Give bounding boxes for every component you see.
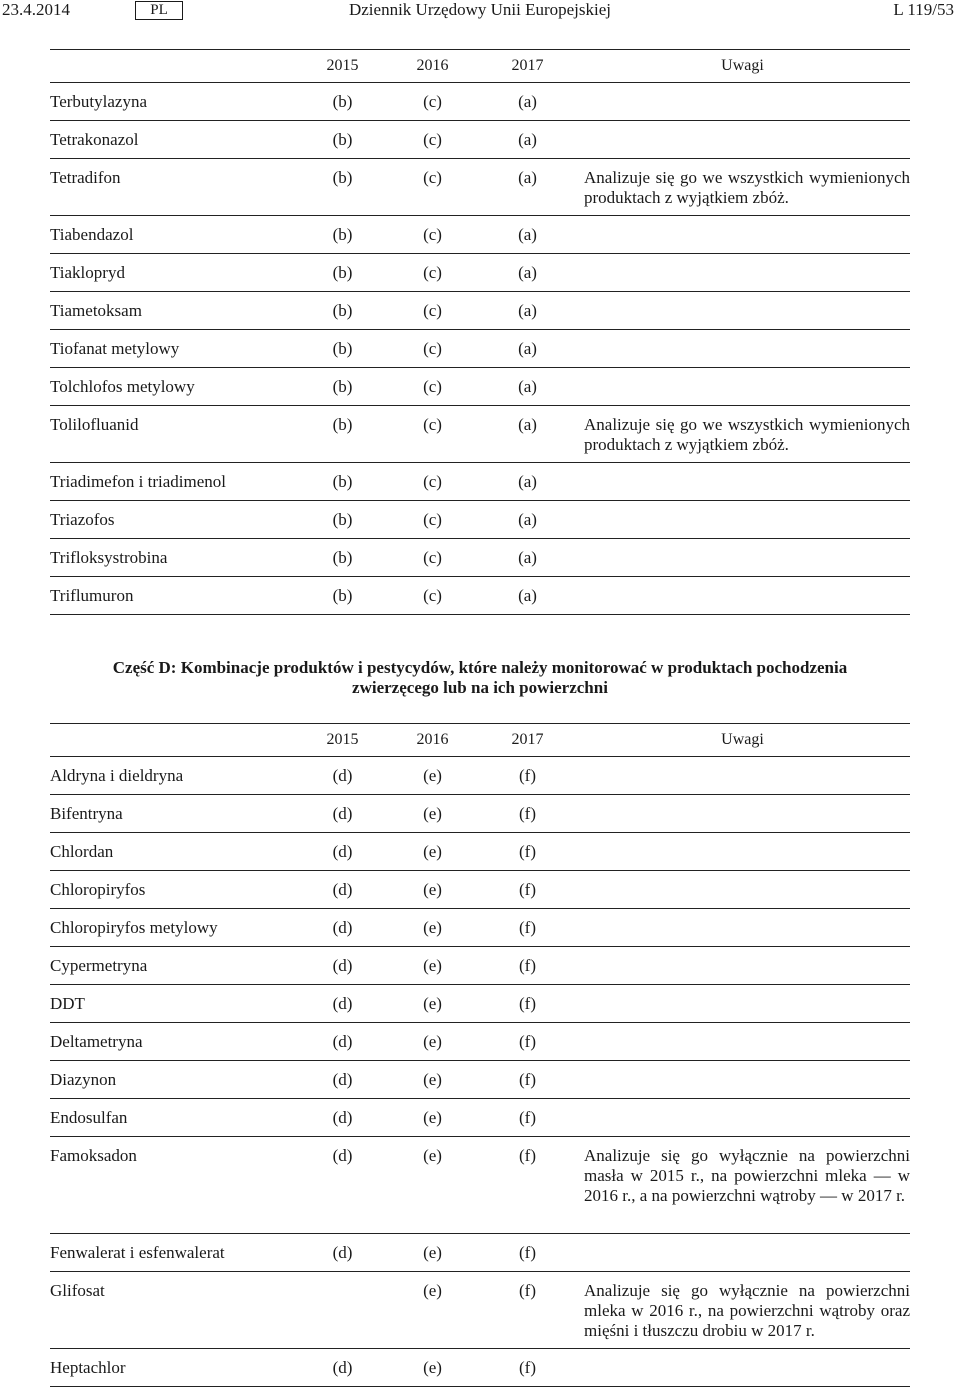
table-row	[50, 1061, 910, 1099]
value-2017: (f)	[480, 985, 575, 1023]
value-2016: (e)	[385, 1272, 480, 1349]
table-row	[50, 909, 910, 947]
table-row	[50, 1023, 910, 1061]
value-2016: (e)	[385, 985, 480, 1023]
table-row	[50, 159, 910, 216]
note	[575, 1349, 910, 1387]
substance-name: Tiaklopryd	[50, 254, 300, 292]
substance-name: Heptachlor	[50, 1349, 300, 1387]
table-row	[50, 216, 910, 254]
table-row	[50, 795, 910, 833]
value-2017: (f)	[480, 757, 575, 795]
section-d-title: Część D: Kombinacje produktów i pestycydów, które należy monitorować w produktach pochodzenia zwierzęcego lub na ich powierzchni	[112, 658, 848, 697]
value-2015: (b)	[300, 83, 385, 121]
note	[575, 330, 910, 368]
value-2017: (f)	[480, 1137, 575, 1234]
substance-name: Tetrakonazol	[50, 121, 300, 159]
column-header-name	[50, 50, 300, 83]
value-2017: (f)	[480, 871, 575, 909]
substance-name: Fenwalerat i esfenwalerat	[50, 1234, 300, 1272]
table-row	[50, 539, 910, 577]
value-2015: (b)	[300, 501, 385, 539]
value-2016: (c)	[385, 159, 480, 216]
note	[575, 1234, 910, 1272]
value-2017: (a)	[480, 216, 575, 254]
value-2015: (d)	[300, 909, 385, 947]
value-2017: (a)	[480, 406, 575, 463]
substance-name: DDT	[50, 985, 300, 1023]
value-2017: (a)	[480, 330, 575, 368]
value-2017: (a)	[480, 83, 575, 121]
substance-name: Famoksadon	[50, 1137, 300, 1234]
note	[575, 121, 910, 159]
table-row	[50, 254, 910, 292]
value-2015: (d)	[300, 1023, 385, 1061]
value-2017: (f)	[480, 909, 575, 947]
table-header-row	[50, 724, 910, 757]
value-2015: (d)	[300, 1137, 385, 1234]
value-2017: (a)	[480, 539, 575, 577]
value-2016: (e)	[385, 947, 480, 985]
value-2016: (e)	[385, 1137, 480, 1234]
value-2017: (f)	[480, 1234, 575, 1272]
column-header-notes: Uwagi	[575, 50, 910, 83]
value-2017: (a)	[480, 501, 575, 539]
substance-name: Cypermetryna	[50, 947, 300, 985]
value-2016: (c)	[385, 463, 480, 501]
note	[575, 757, 910, 795]
substance-name: Deltametryna	[50, 1023, 300, 1061]
value-2017: (f)	[480, 1272, 575, 1349]
value-2016: (c)	[385, 292, 480, 330]
note	[575, 947, 910, 985]
value-2015: (b)	[300, 292, 385, 330]
value-2015: (d)	[300, 833, 385, 871]
pesticide-table-part-d	[50, 723, 910, 1387]
table-header-row	[50, 50, 910, 83]
note	[575, 909, 910, 947]
value-2016: (c)	[385, 501, 480, 539]
value-2016: (e)	[385, 833, 480, 871]
table-row	[50, 1272, 910, 1349]
table-row	[50, 985, 910, 1023]
table-row	[50, 947, 910, 985]
column-header-2016: 2016	[385, 50, 480, 83]
value-2015: (d)	[300, 947, 385, 985]
table-row	[50, 1234, 910, 1272]
note: Analizuje się go wyłącznie na powierzchni mleka w 2016 r., na powierzchni wątroby oraz mięśni i tłuszczu drobiu w 2017 r.	[575, 1272, 910, 1349]
value-2015: (b)	[300, 577, 385, 615]
substance-name: Triadimefon i triadimenol	[50, 463, 300, 501]
value-2017: (f)	[480, 947, 575, 985]
value-2016: (c)	[385, 83, 480, 121]
substance-name: Chloropiryfos	[50, 871, 300, 909]
substance-name: Tiabendazol	[50, 216, 300, 254]
note	[575, 795, 910, 833]
note	[575, 463, 910, 501]
value-2016: (c)	[385, 216, 480, 254]
note	[575, 539, 910, 577]
table-row	[50, 501, 910, 539]
value-2016: (e)	[385, 1023, 480, 1061]
substance-name: Trifloksystrobina	[50, 539, 300, 577]
table-row	[50, 1099, 910, 1137]
value-2016: (c)	[385, 539, 480, 577]
value-2015: (b)	[300, 159, 385, 216]
column-header-notes: Uwagi	[575, 724, 910, 757]
note	[575, 1023, 910, 1061]
note: Analizuje się go wyłącznie na powierzchni masła w 2015 r., na powierzchni mleka — w 2016 r., a na powierzchni wątroby — w 2017 r.	[575, 1137, 910, 1234]
note	[575, 254, 910, 292]
value-2015: (b)	[300, 406, 385, 463]
table-row	[50, 833, 910, 871]
value-2016: (e)	[385, 1234, 480, 1272]
value-2017: (f)	[480, 1099, 575, 1137]
substance-name: Tiametoksam	[50, 292, 300, 330]
value-2015: (d)	[300, 757, 385, 795]
value-2015: (b)	[300, 254, 385, 292]
note	[575, 368, 910, 406]
column-header-2015: 2015	[300, 50, 385, 83]
column-header-2015: 2015	[300, 724, 385, 757]
note	[575, 985, 910, 1023]
value-2017: (a)	[480, 159, 575, 216]
pesticide-table-part-c	[50, 49, 910, 615]
value-2017: (f)	[480, 833, 575, 871]
value-2017: (f)	[480, 1023, 575, 1061]
value-2017: (a)	[480, 121, 575, 159]
value-2015: (d)	[300, 1349, 385, 1387]
column-header-2017: 2017	[480, 50, 575, 83]
value-2016: (e)	[385, 1099, 480, 1137]
value-2015: (b)	[300, 121, 385, 159]
value-2015	[300, 1272, 385, 1349]
value-2015: (d)	[300, 985, 385, 1023]
value-2015: (d)	[300, 871, 385, 909]
value-2016: (c)	[385, 330, 480, 368]
value-2016: (c)	[385, 368, 480, 406]
table-row	[50, 1137, 910, 1234]
value-2016: (e)	[385, 795, 480, 833]
substance-name: Diazynon	[50, 1061, 300, 1099]
table-row	[50, 368, 910, 406]
note: Analizuje się go we wszystkich wymienionych produktach z wyjątkiem zbóż.	[575, 406, 910, 463]
note	[575, 292, 910, 330]
value-2015: (b)	[300, 216, 385, 254]
table-row	[50, 121, 910, 159]
value-2016: (c)	[385, 254, 480, 292]
substance-name: Tolilofluanid	[50, 406, 300, 463]
value-2017: (a)	[480, 292, 575, 330]
note	[575, 1061, 910, 1099]
note	[575, 83, 910, 121]
publication-date: 23.4.2014	[2, 0, 70, 19]
value-2016: (c)	[385, 577, 480, 615]
table-row	[50, 330, 910, 368]
journal-title: Dziennik Urzędowy Unii Europejskiej	[348, 0, 611, 19]
substance-name: Tiofanat metylowy	[50, 330, 300, 368]
note	[575, 501, 910, 539]
value-2015: (d)	[300, 1099, 385, 1137]
table-row	[50, 757, 910, 795]
table-row	[50, 463, 910, 501]
table-row	[50, 871, 910, 909]
value-2016: (e)	[385, 909, 480, 947]
value-2017: (a)	[480, 577, 575, 615]
value-2015: (d)	[300, 1234, 385, 1272]
substance-name: Aldryna i dieldryna	[50, 757, 300, 795]
substance-name: Chlordan	[50, 833, 300, 871]
substance-name: Triazofos	[50, 501, 300, 539]
value-2016: (c)	[385, 406, 480, 463]
value-2016: (c)	[385, 121, 480, 159]
note	[575, 1099, 910, 1137]
column-header-2017: 2017	[480, 724, 575, 757]
substance-name: Bifentryna	[50, 795, 300, 833]
table-row	[50, 1349, 910, 1387]
value-2015: (b)	[300, 368, 385, 406]
value-2017: (f)	[480, 1061, 575, 1099]
page-number: L 119/53	[893, 0, 954, 19]
note	[575, 216, 910, 254]
table-row	[50, 577, 910, 615]
value-2015: (d)	[300, 1061, 385, 1099]
substance-name: Chloropiryfos metylowy	[50, 909, 300, 947]
substance-name: Terbutylazyna	[50, 83, 300, 121]
value-2016: (e)	[385, 1349, 480, 1387]
note	[575, 577, 910, 615]
substance-name: Tetradifon	[50, 159, 300, 216]
substance-name: Triflumuron	[50, 577, 300, 615]
value-2017: (a)	[480, 368, 575, 406]
substance-name: Tolchlofos metylowy	[50, 368, 300, 406]
column-header-2016: 2016	[385, 724, 480, 757]
value-2016: (e)	[385, 757, 480, 795]
value-2017: (a)	[480, 463, 575, 501]
value-2017: (f)	[480, 1349, 575, 1387]
value-2016: (e)	[385, 871, 480, 909]
table-row	[50, 83, 910, 121]
value-2016: (e)	[385, 1061, 480, 1099]
note	[575, 833, 910, 871]
note	[575, 871, 910, 909]
value-2015: (b)	[300, 330, 385, 368]
column-header-name	[50, 724, 300, 757]
value-2017: (f)	[480, 795, 575, 833]
substance-name: Glifosat	[50, 1272, 300, 1349]
value-2017: (a)	[480, 254, 575, 292]
page-header	[0, 0, 960, 22]
table-row	[50, 406, 910, 463]
substance-name: Endosulfan	[50, 1099, 300, 1137]
note: Analizuje się go we wszystkich wymienionych produktach z wyjątkiem zbóż.	[575, 159, 910, 216]
value-2015: (b)	[300, 539, 385, 577]
table-row	[50, 292, 910, 330]
value-2015: (d)	[300, 795, 385, 833]
value-2015: (b)	[300, 463, 385, 501]
language-badge: PL	[135, 1, 183, 20]
